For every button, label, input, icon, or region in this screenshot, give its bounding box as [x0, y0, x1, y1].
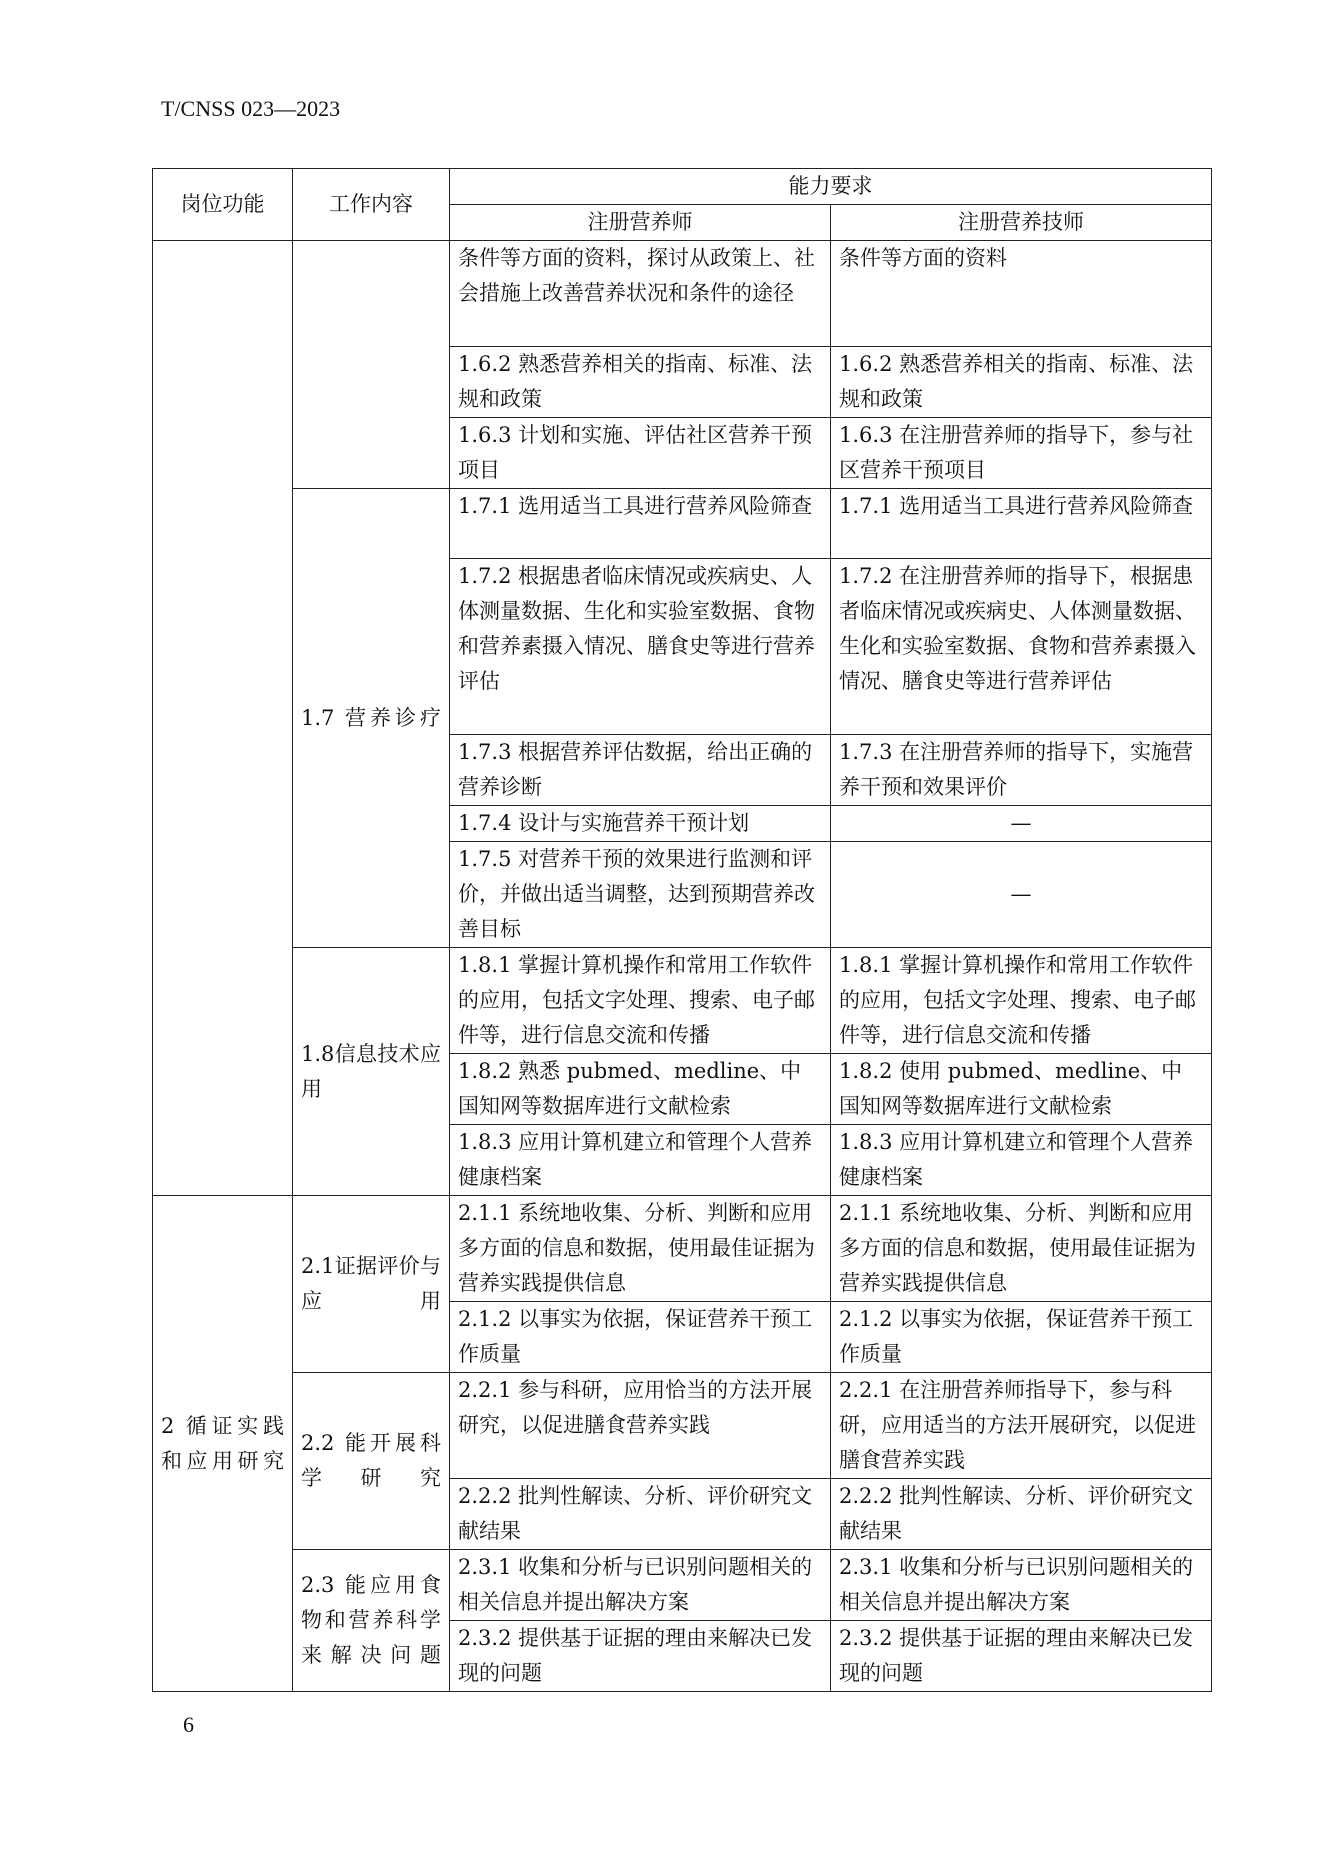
content-cell-1-7: 1.7 营养诊疗 [293, 489, 450, 948]
dietitian-cell: 2.3.1 收集和分析与已识别问题相关的相关信息并提出解决方案 [450, 1550, 831, 1621]
technician-cell: 1.8.2 使用 pubmed、medline、中国知网等数据库进行文献检索 [831, 1054, 1212, 1125]
table-row [153, 1550, 1212, 1621]
dietitian-cell: 1.7.4 设计与实施营养干预计划 [450, 806, 831, 842]
content-cell-1-6-cont [293, 241, 450, 489]
dietitian-cell: 1.8.3 应用计算机建立和管理个人营养健康档案 [450, 1125, 831, 1196]
technician-cell: 2.1.1 系统地收集、分析、判断和应用多方面的信息和数据，使用最佳证据为营养实践提供信息 [831, 1196, 1212, 1302]
technician-cell: 1.7.1 选用适当工具进行营养风险筛查 [831, 489, 1212, 559]
table-row [153, 241, 1212, 347]
technician-cell: 2.3.1 收集和分析与已识别问题相关的相关信息并提出解决方案 [831, 1550, 1212, 1621]
technician-cell: 1.8.1 掌握计算机操作和常用工作软件的应用，包括文字处理、搜索、电子邮件等，进行信息交流和传播 [831, 948, 1212, 1054]
technician-cell: 2.1.2 以事实为依据，保证营养干预工作质量 [831, 1302, 1212, 1373]
technician-cell: 2.2.1 在注册营养师指导下，参与科研，应用适当的方法开展研究，以促进膳食营养实践 [831, 1373, 1212, 1479]
dietitian-cell: 1.7.2 根据患者临床情况或疾病史、人体测量数据、生化和实验室数据、食物和营养素摄入情况、膳食史等进行营养评估 [450, 559, 831, 735]
dietitian-cell: 1.6.3 计划和实施、评估社区营养干预项目 [450, 418, 831, 489]
content-cell-2-1: 2.1证据评价与应用 [293, 1196, 450, 1373]
header-function: 岗位功能 [153, 169, 293, 241]
competency-table [152, 168, 1212, 1692]
content-cell-2-3: 2.3 能应用食物和营养科学来解决问题 [293, 1550, 450, 1692]
header-technician: 注册营养技师 [831, 205, 1212, 241]
dietitian-cell: 条件等方面的资料，探讨从政策上、社会措施上改善营养状况和条件的途径 [450, 241, 831, 347]
header-content: 工作内容 [293, 169, 450, 241]
function-cell-1-cont [153, 241, 293, 1196]
dietitian-cell: 1.7.3 根据营养评估数据，给出正确的营养诊断 [450, 735, 831, 806]
dietitian-cell: 2.1.1 系统地收集、分析、判断和应用多方面的信息和数据，使用最佳证据为营养实践提供信息 [450, 1196, 831, 1302]
document-code: T/CNSS 023—2023 [161, 96, 341, 121]
content-cell-2-2: 2.2 能开展科学研究 [293, 1373, 450, 1550]
dietitian-cell: 2.3.2 提供基于证据的理由来解决已发现的问题 [450, 1621, 831, 1692]
table-row [153, 948, 1212, 1054]
dietitian-cell: 1.7.5 对营养干预的效果进行监测和评价，并做出适当调整，达到预期营养改善目标 [450, 842, 831, 948]
header-ability: 能力要求 [450, 169, 1212, 205]
technician-cell: 2.2.2 批判性解读、分析、评价研究文献结果 [831, 1479, 1212, 1550]
technician-cell: 1.6.3 在注册营养师的指导下，参与社区营养干预项目 [831, 418, 1212, 489]
dietitian-cell: 2.1.2 以事实为依据，保证营养干预工作质量 [450, 1302, 831, 1373]
table-header-row [153, 169, 1212, 205]
dietitian-cell: 1.6.2 熟悉营养相关的指南、标准、法规和政策 [450, 347, 831, 418]
content-cell-1-8: 1.8信息技术应用 [293, 948, 450, 1196]
technician-cell: 条件等方面的资料 [831, 241, 1212, 347]
technician-cell: 1.7.2 在注册营养师的指导下，根据患者临床情况或疾病史、人体测量数据、生化和实验室数据、食物和营养素摄入情况、膳食史等进行营养评估 [831, 559, 1212, 735]
function-cell-2: 2 循证实践和应用研究 [153, 1196, 293, 1692]
technician-cell: — [831, 806, 1212, 842]
dietitian-cell: 1.8.2 熟悉 pubmed、medline、中国知网等数据库进行文献检索 [450, 1054, 831, 1125]
header-dietitian: 注册营养师 [450, 205, 831, 241]
page-number: 6 [183, 1712, 194, 1737]
table-row [153, 1196, 1212, 1302]
technician-cell: 2.3.2 提供基于证据的理由来解决已发现的问题 [831, 1621, 1212, 1692]
dietitian-cell: 2.2.2 批判性解读、分析、评价研究文献结果 [450, 1479, 831, 1550]
table-row [153, 1373, 1212, 1479]
table-row [153, 489, 1212, 559]
dietitian-cell: 2.2.1 参与科研，应用恰当的方法开展研究，以促进膳食营养实践 [450, 1373, 831, 1479]
technician-cell: — [831, 842, 1212, 948]
technician-cell: 1.7.3 在注册营养师的指导下，实施营养干预和效果评价 [831, 735, 1212, 806]
technician-cell: 1.8.3 应用计算机建立和管理个人营养健康档案 [831, 1125, 1212, 1196]
dietitian-cell: 1.8.1 掌握计算机操作和常用工作软件的应用，包括文字处理、搜索、电子邮件等，进行信息交流和传播 [450, 948, 831, 1054]
dietitian-cell: 1.7.1 选用适当工具进行营养风险筛查 [450, 489, 831, 559]
technician-cell: 1.6.2 熟悉营养相关的指南、标准、法规和政策 [831, 347, 1212, 418]
